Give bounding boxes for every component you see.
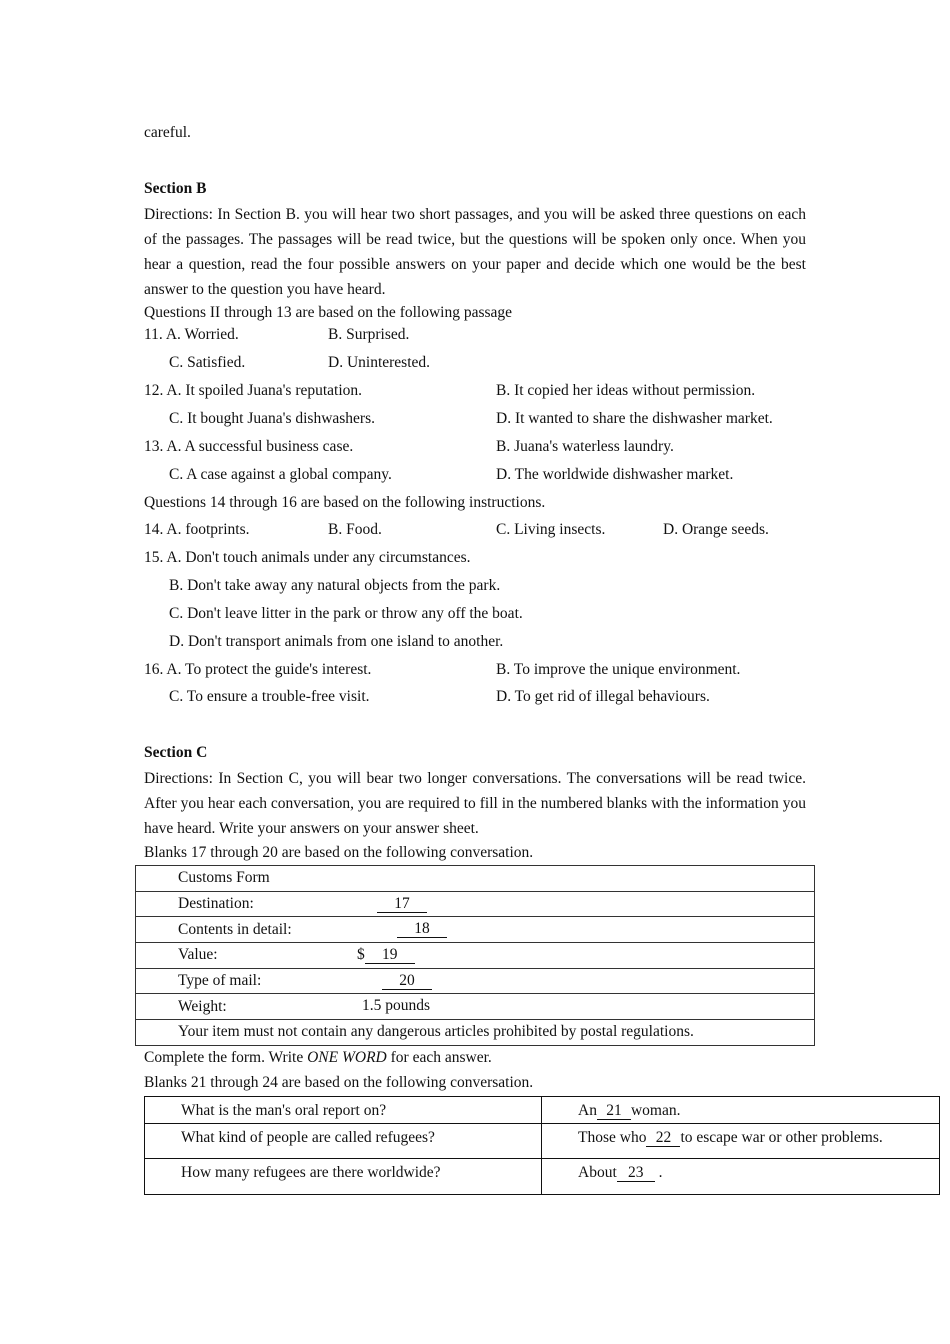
form-row-weight <box>136 994 815 1020</box>
option-b: B. Don't take away any natural objects from the park. <box>169 577 501 594</box>
option-d: D. Don't transport animals from one island to another. <box>169 633 504 650</box>
blank-22: 22 <box>646 1130 680 1147</box>
option-a: 11. A. Worried. <box>144 326 239 343</box>
blanks1-intro: Blanks 17 through 20 are based on the following conversation. <box>144 844 534 861</box>
form-label: Value: <box>178 946 218 964</box>
blanks2-intro: Blanks 21 through 24 are based on the following conversation. <box>144 1074 534 1091</box>
option-a: 13. A. A successful business case. <box>144 438 354 455</box>
form-label: Contents in detail: <box>178 920 292 938</box>
customs-form-table <box>135 865 815 1046</box>
option-b: B. It copied her ideas without permission. <box>496 382 756 399</box>
option-d: D. Orange seeds. <box>663 521 769 538</box>
form-row-contents <box>136 917 815 943</box>
customs-form-title: Customs Form <box>136 866 815 892</box>
group2-intro: Questions 14 through 16 are based on the following instructions. <box>144 494 546 511</box>
form-label: Type of mail: <box>178 972 262 990</box>
weight-value: 1.5 pounds <box>362 997 431 1015</box>
answer-cell: An 21 woman. <box>542 1097 940 1124</box>
option-b: B. To improve the unique environment. <box>496 661 741 678</box>
option-d: D. To get rid of illegal behaviours. <box>496 688 710 705</box>
answer-cell: Those who 22 to escape war or other problems. <box>542 1124 940 1159</box>
form-label: Weight: <box>178 997 227 1015</box>
answer-cell: About 23 . <box>542 1159 940 1195</box>
option-c: C. Living insects. <box>496 521 606 538</box>
option-d: D. Uninterested. <box>328 354 431 371</box>
question-cell: What is the man's oral report on? <box>145 1097 542 1124</box>
option-c: C. It bought Juana's dishwashers. <box>169 410 375 427</box>
section-c-title: Section C <box>144 744 208 761</box>
option-c: C. A case against a global company. <box>169 466 392 483</box>
form-instruction: Complete the form. Write ONE WORD for each answer. <box>144 1049 492 1066</box>
form-row-mail-type <box>136 968 815 994</box>
option-a: 15. A. Don't touch animals under any circumstances. <box>144 549 471 566</box>
blank-21: 21 <box>597 1103 631 1120</box>
dollar-sign: $ <box>357 946 365 964</box>
top-fragment: careful. <box>144 124 191 141</box>
option-a: 12. A. It spoiled Juana's reputation. <box>144 382 363 399</box>
form-footer: Your item must not contain any dangerous articles prohibited by postal regulations. <box>136 1020 815 1046</box>
refugee-table <box>144 1096 940 1195</box>
option-b: B. Surprised. <box>328 326 410 343</box>
option-b: B. Juana's waterless laundry. <box>496 438 674 455</box>
option-c: C. Don't leave litter in the park or throw any off the boat. <box>169 605 523 622</box>
section-c-directions: Directions: In Section C, you will bear two longer conversations. The conversations will be read twice. After you hear each conversation, you are required to fill in the numbered blanks with the information you have heard. Write your answers on your answer sheet. <box>144 770 806 837</box>
one-word-emphasis: ONE WORD <box>307 1049 387 1066</box>
blank-18: 18 <box>397 921 447 938</box>
form-row-destination <box>136 891 815 917</box>
question-cell: What kind of people are called refugees? <box>145 1124 542 1159</box>
option-c: C. To ensure a trouble-free visit. <box>169 688 370 705</box>
option-d: D. The worldwide dishwasher market. <box>496 466 734 483</box>
form-row-value <box>136 943 815 969</box>
option-b: B. Food. <box>328 521 382 538</box>
group1-intro: Questions II through 13 are based on the following passage <box>144 304 513 321</box>
form-label: Destination: <box>178 895 254 913</box>
option-a: 14. A. footprints. <box>144 521 250 538</box>
blank-23: 23 <box>617 1165 655 1182</box>
question-cell: How many refugees are there worldwide? <box>145 1159 542 1195</box>
blank-19: 19 <box>365 947 415 964</box>
section-b-directions: Directions: In Section B. you will hear two short passages, and you will be asked three questions on each of the passages. The passages will be read twice, but the questions will be spoken only once. When you hear a question, read the four possible answers on your paper and decide which one would be the best answer to the question you have heard. <box>144 206 806 298</box>
table-row <box>145 1159 940 1195</box>
table-row <box>145 1097 940 1124</box>
blank-20: 20 <box>382 973 432 990</box>
table-row <box>145 1124 940 1159</box>
option-c: C. Satisfied. <box>169 354 246 371</box>
option-d: D. It wanted to share the dishwasher market. <box>496 410 773 427</box>
section-b-title: Section B <box>144 180 207 197</box>
blank-17: 17 <box>377 896 427 913</box>
option-a: 16. A. To protect the guide's interest. <box>144 661 372 678</box>
